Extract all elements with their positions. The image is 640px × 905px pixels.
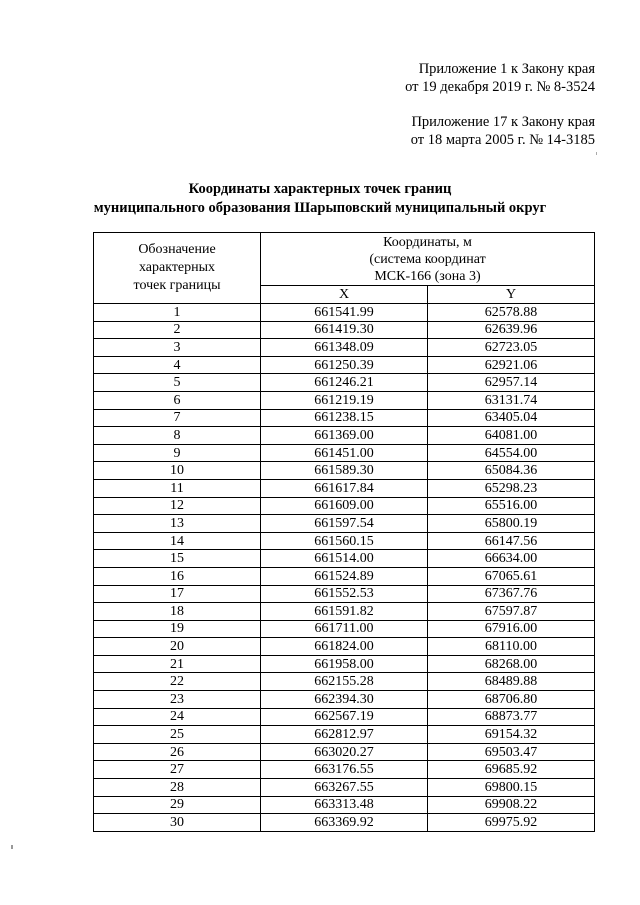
y-coordinate-cell: 64554.00 — [428, 444, 595, 462]
point-designation-header — [94, 233, 261, 304]
point-number-cell: 10 — [94, 462, 261, 480]
y-coordinate-cell: 67065.61 — [428, 567, 595, 585]
y-coordinate-cell: 68489.88 — [428, 673, 595, 691]
y-coordinate-cell: 67916.00 — [428, 620, 595, 638]
annex-header-line: Приложение 17 к Закону края — [411, 114, 595, 130]
annex-header-line: от 19 декабря 2019 г. № 8-3524 — [405, 79, 595, 95]
table-row — [94, 356, 595, 374]
y-coordinate-cell: 67597.87 — [428, 603, 595, 621]
x-coordinate-cell: 661589.30 — [261, 462, 428, 480]
table-row — [94, 515, 595, 533]
point-number-cell: 12 — [94, 497, 261, 515]
point-number-cell: 15 — [94, 550, 261, 568]
table-row — [94, 462, 595, 480]
point-number-cell: 28 — [94, 779, 261, 797]
table-row — [94, 304, 595, 322]
point-number-cell: 25 — [94, 726, 261, 744]
coordinates-header — [261, 233, 595, 286]
x-column-header: X — [261, 286, 428, 304]
x-coordinate-cell: 661250.39 — [261, 356, 428, 374]
document-title-line: муниципального образования Шарыповский муниципальный округ — [93, 200, 547, 216]
x-coordinate-cell: 662812.97 — [261, 726, 428, 744]
table-row — [94, 497, 595, 515]
y-coordinate-cell: 65800.19 — [428, 515, 595, 533]
x-coordinate-cell: 663369.92 — [261, 814, 428, 832]
point-number-cell: 19 — [94, 620, 261, 638]
y-coordinate-cell: 69800.15 — [428, 779, 595, 797]
y-coordinate-cell: 66147.56 — [428, 532, 595, 550]
point-number-cell: 22 — [94, 673, 261, 691]
table-row — [94, 550, 595, 568]
annex-header-original — [411, 113, 595, 149]
y-column-header: Y — [428, 286, 595, 304]
annex-header-current — [405, 60, 595, 96]
header-line: МСК-166 (зона 3) — [374, 268, 481, 284]
point-number-cell: 26 — [94, 743, 261, 761]
table-row — [94, 479, 595, 497]
y-coordinate-cell: 69975.92 — [428, 814, 595, 832]
point-number-cell: 1 — [94, 304, 261, 322]
header-line: характерных — [138, 260, 216, 275]
point-number-cell: 20 — [94, 638, 261, 656]
point-number-cell: 21 — [94, 655, 261, 673]
table-row — [94, 814, 595, 832]
point-number-cell: 30 — [94, 814, 261, 832]
point-number-cell: 24 — [94, 708, 261, 726]
table-row — [94, 620, 595, 638]
x-coordinate-cell: 662394.30 — [261, 691, 428, 709]
annex-header-line: от 18 марта 2005 г. № 14-3185 — [410, 132, 595, 148]
y-coordinate-cell: 65516.00 — [428, 497, 595, 515]
document-title — [0, 180, 640, 218]
point-number-cell: 8 — [94, 427, 261, 445]
x-coordinate-cell: 661348.09 — [261, 339, 428, 357]
table-row — [94, 427, 595, 445]
y-coordinate-cell: 68706.80 — [428, 691, 595, 709]
table-row — [94, 796, 595, 814]
y-coordinate-cell: 67367.76 — [428, 585, 595, 603]
y-coordinate-cell: 62723.05 — [428, 339, 595, 357]
header-line: Координаты, м — [383, 234, 472, 250]
table-row — [94, 374, 595, 392]
x-coordinate-cell: 661419.30 — [261, 321, 428, 339]
y-coordinate-cell: 62957.14 — [428, 374, 595, 392]
x-coordinate-cell: 661711.00 — [261, 620, 428, 638]
point-number-cell: 6 — [94, 391, 261, 409]
table-row — [94, 603, 595, 621]
point-number-cell: 7 — [94, 409, 261, 427]
x-coordinate-cell: 662567.19 — [261, 708, 428, 726]
table-row — [94, 779, 595, 797]
x-coordinate-cell: 661238.15 — [261, 409, 428, 427]
x-coordinate-cell: 661560.15 — [261, 532, 428, 550]
table-row — [94, 708, 595, 726]
table-row — [94, 655, 595, 673]
x-coordinate-cell: 661219.19 — [261, 391, 428, 409]
point-number-cell: 2 — [94, 321, 261, 339]
table-row — [94, 761, 595, 779]
y-coordinate-cell: 69154.32 — [428, 726, 595, 744]
scan-artifact — [11, 845, 13, 849]
y-coordinate-cell: 65084.36 — [428, 462, 595, 480]
x-coordinate-cell: 661597.54 — [261, 515, 428, 533]
x-coordinate-cell: 661246.21 — [261, 374, 428, 392]
y-coordinate-cell: 63405.04 — [428, 409, 595, 427]
x-coordinate-cell: 661609.00 — [261, 497, 428, 515]
point-number-cell: 18 — [94, 603, 261, 621]
x-coordinate-cell: 661617.84 — [261, 479, 428, 497]
x-coordinate-cell: 663020.27 — [261, 743, 428, 761]
x-coordinate-cell: 661524.89 — [261, 567, 428, 585]
point-number-cell: 11 — [94, 479, 261, 497]
y-coordinate-cell: 69685.92 — [428, 761, 595, 779]
table-row — [94, 743, 595, 761]
x-coordinate-cell: 661369.00 — [261, 427, 428, 445]
table-row — [94, 532, 595, 550]
x-coordinate-cell: 663176.55 — [261, 761, 428, 779]
document-title-line: Координаты характерных точек границ — [188, 181, 452, 197]
y-coordinate-cell: 64081.00 — [428, 427, 595, 445]
point-number-cell: 3 — [94, 339, 261, 357]
table-row — [94, 567, 595, 585]
point-number-cell: 29 — [94, 796, 261, 814]
x-coordinate-cell: 663313.48 — [261, 796, 428, 814]
table-row — [94, 726, 595, 744]
y-coordinate-cell: 68268.00 — [428, 655, 595, 673]
point-number-cell: 5 — [94, 374, 261, 392]
x-coordinate-cell: 661541.99 — [261, 304, 428, 322]
x-coordinate-cell: 661514.00 — [261, 550, 428, 568]
y-coordinate-cell: 65298.23 — [428, 479, 595, 497]
table-row — [94, 673, 595, 691]
header-line: точек границы — [133, 278, 221, 293]
table-row — [94, 691, 595, 709]
point-number-cell: 14 — [94, 532, 261, 550]
x-coordinate-cell: 661552.53 — [261, 585, 428, 603]
y-coordinate-cell: 68110.00 — [428, 638, 595, 656]
y-coordinate-cell: 63131.74 — [428, 391, 595, 409]
table-row — [94, 391, 595, 409]
coordinates-table — [93, 232, 595, 832]
y-coordinate-cell: 68873.77 — [428, 708, 595, 726]
y-coordinate-cell: 69503.47 — [428, 743, 595, 761]
y-coordinate-cell: 62578.88 — [428, 304, 595, 322]
table-row — [94, 409, 595, 427]
point-number-cell: 16 — [94, 567, 261, 585]
table-row — [94, 339, 595, 357]
point-number-cell: 23 — [94, 691, 261, 709]
header-line: (система координат — [369, 251, 486, 267]
x-coordinate-cell: 661591.82 — [261, 603, 428, 621]
x-coordinate-cell: 661451.00 — [261, 444, 428, 462]
annex-header-line: Приложение 1 к Закону края — [418, 61, 595, 77]
point-number-cell: 13 — [94, 515, 261, 533]
x-coordinate-cell: 662155.28 — [261, 673, 428, 691]
table-row — [94, 444, 595, 462]
y-coordinate-cell: 62921.06 — [428, 356, 595, 374]
point-number-cell: 4 — [94, 356, 261, 374]
x-coordinate-cell: 663267.55 — [261, 779, 428, 797]
point-number-cell: 17 — [94, 585, 261, 603]
header-line: Обозначение — [138, 242, 216, 257]
coordinates-table-body — [94, 304, 595, 832]
point-number-cell: 9 — [94, 444, 261, 462]
x-coordinate-cell: 661824.00 — [261, 638, 428, 656]
y-coordinate-cell: 69908.22 — [428, 796, 595, 814]
y-coordinate-cell: 66634.00 — [428, 550, 595, 568]
scan-artifact — [596, 152, 597, 155]
table-row — [94, 321, 595, 339]
table-row — [94, 638, 595, 656]
x-coordinate-cell: 661958.00 — [261, 655, 428, 673]
point-number-cell: 27 — [94, 761, 261, 779]
table-row — [94, 585, 595, 603]
y-coordinate-cell: 62639.96 — [428, 321, 595, 339]
